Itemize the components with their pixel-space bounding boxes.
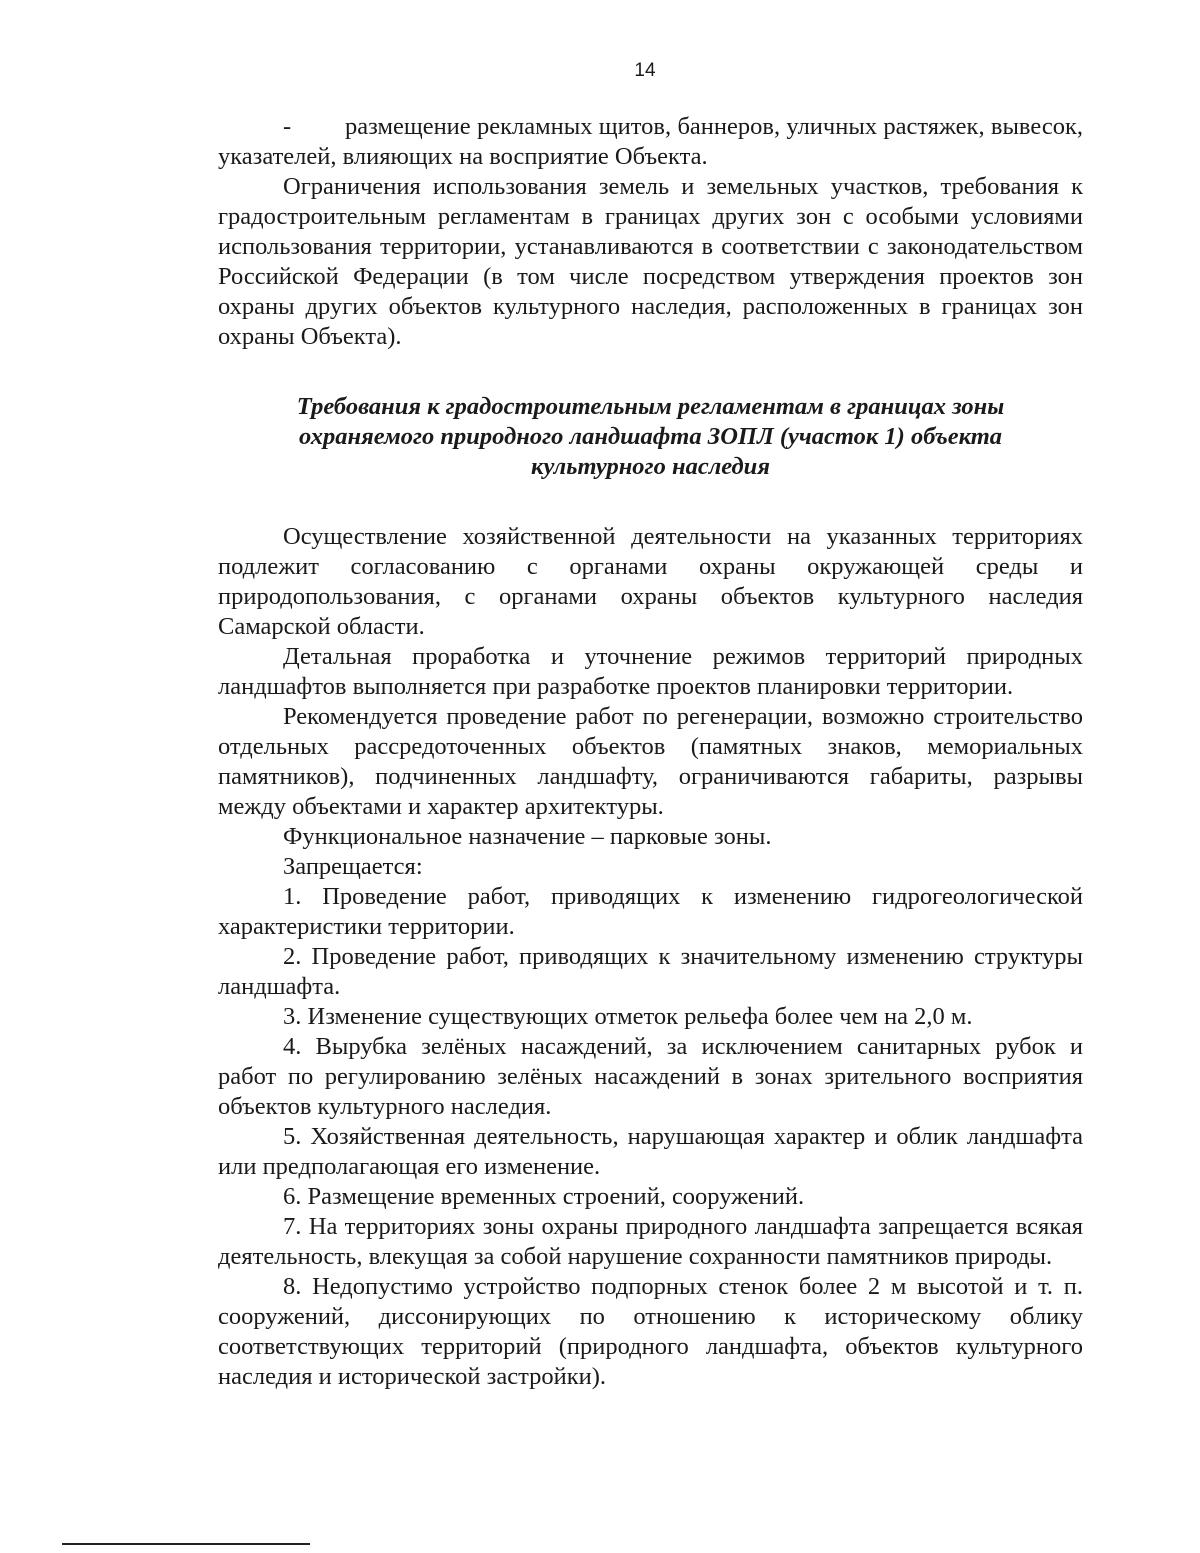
prohibited-item: 5. Хозяйственная деятельность, нарушающая характер и облик ландшафта или предполагающая его изменение. (218, 1123, 1083, 1180)
prohibited-item: 7. На территориях зоны охраны природного ландшафта запрещается всякая деятельность, влекущая за собой нарушение сохранности памятников природы. (218, 1213, 1083, 1270)
prohibited-item: 8. Недопустимо устройство подпорных стенок более 2 м высотой и т. п. сооружений, диссонирующих по отношению к историческому облику соответствующих территорий (природного ландшафта, объектов культурного наследия и исторической застройки). (218, 1273, 1083, 1390)
body-paragraph: Запрещается: (283, 853, 423, 880)
bullet-dash: - (283, 113, 292, 140)
body-paragraph: Функциональное назначение – парковые зоны. (283, 823, 772, 850)
section-heading-line: культурного наследия (531, 453, 770, 480)
prohibited-item: 2. Проведение работ, приводящих к значительному изменению структуры ландшафта. (218, 943, 1083, 1000)
document-body (218, 112, 1083, 1392)
bullet-text: размещение рекламных щитов, баннеров, уличных растяжек, вывесок, указателей, влияющих на восприятие Объекта. (218, 113, 1083, 170)
body-paragraph: Рекомендуется проведение работ по регенерации, возможно строительство отдельных рассредоточенных объектов (памятных знаков, мемориальных памятников), подчиненных ландшафту, ограничиваются габариты, разрывы между объектами и характер архитектуры. (218, 703, 1083, 820)
section-heading (218, 392, 1083, 482)
prohibited-item: 1. Проведение работ, приводящих к изменению гидрогеологической характеристики территории. (218, 883, 1083, 940)
prohibited-item: 3. Изменение существующих отметок рельефа более чем на 2,0 м. (283, 1003, 973, 1030)
section-heading-line: охраняемого природного ландшафта ЗОПЛ (участок 1) объекта (298, 423, 1003, 450)
page-number: 14 (634, 60, 656, 81)
prohibited-item: 6. Размещение временных строений, сооружений. (283, 1183, 805, 1210)
body-paragraph: Детальная проработка и уточнение режимов территорий природных ландшафтов выполняется при разработке проектов планировки территории. (218, 643, 1083, 700)
bullet-paragraph (218, 112, 1083, 172)
footer-rule (62, 1543, 310, 1545)
section-heading-line: Требования к градостроительным регламентам в границах зоны (296, 393, 1005, 420)
restrictions-paragraph: Ограничения использования земель и земельных участков, требования к градостроительным регламентам в границах других зон с особыми условиями использования территории, устанавливаются в соответствии с законодательством Российской Федерации (в том числе посредством утверждения проектов зон охраны других объектов культурного наследия, расположенных в границах зон охраны Объекта). (218, 173, 1083, 350)
body-paragraph: Осуществление хозяйственной деятельности на указанных территориях подлежит согласованию с органами охраны окружающей среды и природопользования, с органами охраны объектов культурного наследия Самарской области. (218, 523, 1083, 640)
prohibited-item: 4. Вырубка зелёных насаждений, за исключением санитарных рубок и работ по регулированию зелёных насаждений в зонах зрительного восприятия объектов культурного наследия. (218, 1033, 1083, 1120)
